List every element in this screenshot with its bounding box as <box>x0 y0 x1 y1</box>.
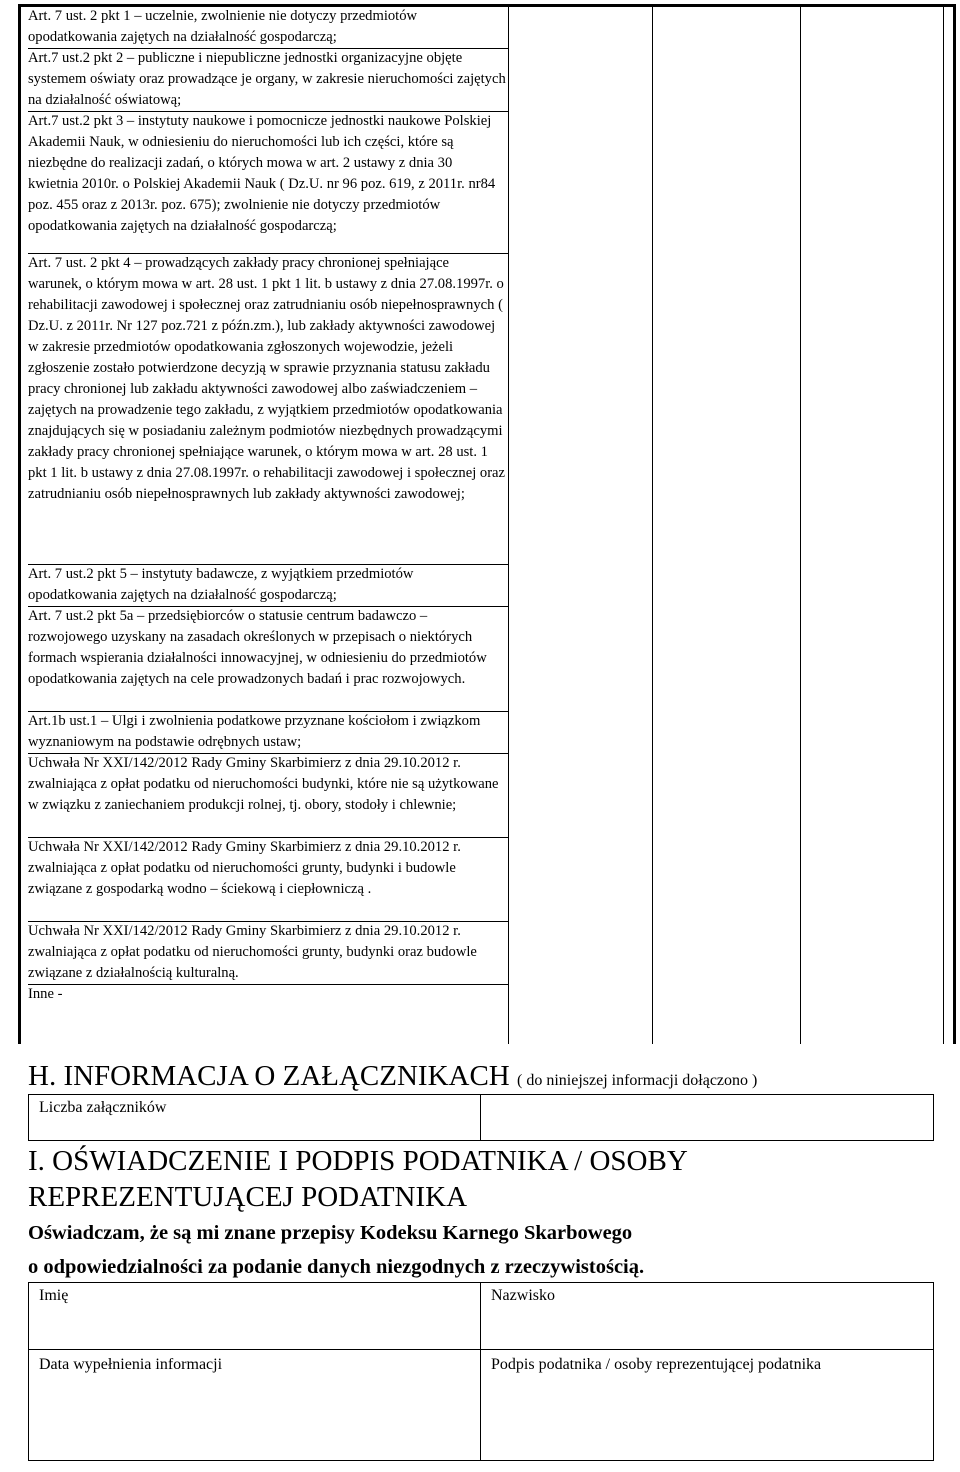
attachments-count-field[interactable] <box>480 1094 934 1141</box>
relief-entry: Art. 7 ust.2 pkt 5 – instytuty badawcze, z wyjątkiem przedmiotów opodatkowania zajętych na działalność gospodarczą; <box>28 566 414 603</box>
declaration-line-1: Oświadczam, że są mi znane przepisy Kodeksu Karnego Skarbowego <box>28 1222 633 1244</box>
signature-field[interactable] <box>480 1349 934 1461</box>
relief-entry: Uchwała Nr XXI/142/2012 Rady Gminy Skarbimierz z dnia 29.10.2012 r. zwalniająca z opłat podatku od nieruchomości grunty, budynki i budowle związane z gospodarką wodno – ściekową i ciepłowniczą . <box>28 839 461 897</box>
first-name-label: Imię <box>39 1287 69 1304</box>
section-h-header <box>28 1060 757 1093</box>
column-divider <box>943 6 944 1044</box>
relief-entry: Uchwała Nr XXI/142/2012 Rady Gminy Skarbimierz z dnia 29.10.2012 r. zwalniająca z opłat podatku od nieruchomości budynki, które nie są użytkowane w związku z zaniechaniem produkcji rolnej, tj. obory, stodoły i chlewnie; <box>28 755 499 813</box>
section-h-note: ( do niniejszej informacji dołączono ) <box>517 1072 758 1089</box>
relief-entry: Art.7 ust.2 pkt 2 – publiczne i niepubliczne jednostki organizacyjne objęte systemem oświaty oraz prowadzące je organy, w zakresie nieruchomości zajętych na działalność oświatową; <box>28 50 506 108</box>
relief-list <box>28 6 506 1005</box>
column-divider <box>652 6 653 1044</box>
column-divider <box>800 6 801 1044</box>
signature-label: Podpis podatnika / osoby reprezentującej podatnika <box>491 1356 822 1373</box>
relief-entry: Art. 7 ust. 2 pkt 1 – uczelnie, zwolnienie nie dotyczy przedmiotów opodatkowania zajętych na działalność gospodarczą; <box>28 8 418 45</box>
first-name-field[interactable] <box>28 1282 481 1350</box>
relief-entry: Inne - <box>28 986 63 1002</box>
declaration <box>28 1216 948 1284</box>
relief-entry: Art. 7 ust. 2 pkt 4 – prowadzących zakłady pracy chronionej spełniające warunek, o którym mowa w art. 28 ust. 1 pkt 1 lit. b ustawy z dnia 27.08.1997r. o rehabilitacji zawodowej i społecznej oraz zatrudnianiu osób niepełnosprawnych ( Dz.U. z 2011r. Nr 127 poz.721 z późn.zm.), lub zakłady aktywności zawodowej w zakresie przedmiotów opodatkowania zgłoszonych wojewodzie, jeżeli zgłoszenie zostało potwierdzone decyzją w sprawie przyznania statusu zakładu pracy chronionej lub zakładu aktywności zawodowej albo zaświadczeniem – zajętych na prowadzenie tego zakładu, z wyjątkiem przedmiotów opodatkowania znajdujących się w posiadaniu zależnym podmiotów niezbędnych prowadzącymi zakłady pracy chronionej spełniające warunek, o którym mowa w art. 28 ust. 1 pkt 1 lit. b ustawy z dnia 27.08.1997r. o rehabilitacji zawodowej i społecznej oraz zatrudnianiu osób niepełnosprawnych lub zakłady aktywności zawodowej; <box>28 255 506 502</box>
relief-entry: Art.7 ust.2 pkt 3 – instytuty naukowe i pomocnicze jednostki naukowe Polskiej Akademii Nauk, w odniesieniu do nieruchomości lub ich części, które są niezbędne do realizacji zadań, o których mowa w art. 2 ustawy z dnia 30 kwietnia 2010r. o Polskiej Akademii Nauk ( Dz.U. nr 96 poz. 619, z 2011r. nr84 poz. 455 oraz z 2013r. poz. 675); zwolnienie nie dotyczy przedmiotów opodatkowania zajętych na działalność gospodarczą; <box>28 113 496 234</box>
section-h-title: H. INFORMACJA O ZAŁĄCZNIKACH <box>28 1060 510 1092</box>
attachments-label: Liczba załączników <box>39 1099 167 1116</box>
relief-entry: Art.1b ust.1 – Ulgi i zwolnienia podatkowe przyznane kościołom i związkom wyznaniowym na podstawie odrębnych ustaw; <box>28 713 481 750</box>
fill-date-field[interactable] <box>28 1349 481 1461</box>
attachments-label-cell <box>28 1094 481 1141</box>
fill-date-label: Data wypełnienia informacji <box>39 1356 223 1373</box>
section-i-title: I. OŚWIADCZENIE I PODPIS PODATNIKA / OSOBY REPREZENTUJĄCEJ PODATNIKA <box>28 1145 687 1213</box>
declaration-line-2: o odpowiedzialności za podanie danych niezgodnych z rzeczywistością. <box>28 1256 645 1278</box>
relief-entry: Uchwała Nr XXI/142/2012 Rady Gminy Skarbimierz z dnia 29.10.2012 r. zwalniająca z opłat podatku od nieruchomości grunty, budynki oraz budowle związane z działalnością kulturalną. <box>28 923 477 981</box>
last-name-label: Nazwisko <box>491 1287 555 1304</box>
last-name-field[interactable] <box>480 1282 934 1350</box>
relief-entry: Art. 7 ust.2 pkt 5a – przedsiębiorców o statusie centrum badawczo – rozwojowego uzyskany na zasadach określonych w przepisach o niektórych formach wspierania działalności innowacyjnej, w odniesieniu do przedmiotów opodatkowania zajętych na cele prowadzonych badań i prac rozwojowych. <box>28 608 487 687</box>
column-divider <box>508 6 509 1044</box>
